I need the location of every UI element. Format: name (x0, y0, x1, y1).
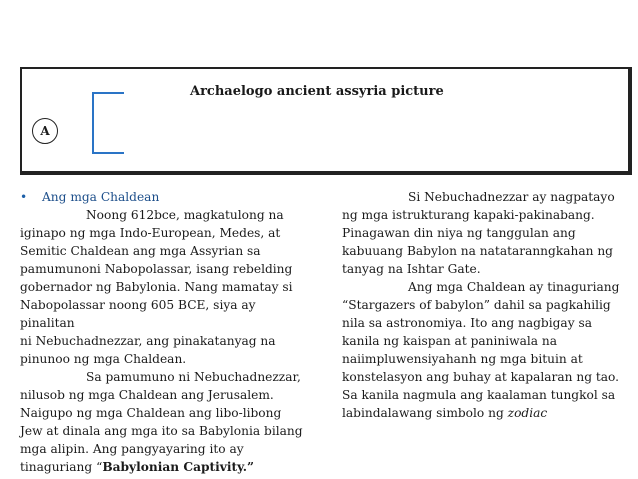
paragraph-line: gobernador ng Babylonia. Nang mamatay si (20, 280, 293, 294)
emphasis-text: zodiac (507, 406, 548, 420)
bracket-decoration (92, 92, 124, 154)
paragraph-line: Si Nebuchadnezzar ay nagpatayo (408, 190, 615, 204)
paragraph-line: Semitic Chaldean ang mga Assyrian sa (20, 244, 261, 258)
paragraph-line: kanila ng kaispan at paniniwala na (342, 334, 558, 348)
paragraph-line: Ang mga Chaldean ay tinaguriang (408, 280, 620, 294)
paragraph-line: Jew at dinala ang mga ito sa Babylonia bilang (20, 424, 303, 438)
right-column (342, 188, 632, 422)
last-line-prefix: tinaguriang “ (20, 460, 103, 474)
paragraph-line: Nabopolassar noong 605 BCE, siya ay pinalitan (20, 298, 256, 330)
paragraph-line: Noong 612bce, magkatulong na (86, 208, 284, 222)
paragraph-line: iginapo ng mga Indo-European, Medes, at (20, 226, 281, 240)
paragraph-line: Pinagawan din niya ng tanggulan ang (342, 226, 576, 240)
bullet-icon: • (20, 190, 28, 204)
left-column (20, 188, 310, 476)
section-heading: Ang mga Chaldean (42, 190, 160, 204)
paragraph-last-line (20, 458, 310, 476)
paragraph-line: tanyag na Ishtar Gate. (342, 262, 481, 276)
emphasis-text: Babylonian Captivity.” (102, 460, 255, 474)
left-heading-line (20, 188, 310, 206)
paragraph-line: ng mga istrukturang kapaki-pakinabang. (342, 208, 595, 222)
paragraph-line: konstelasyon ang buhay at kapalaran ng tao. (342, 370, 620, 384)
badge-a: A (32, 118, 58, 144)
paragraph-line: naiimpluwensiyahanh ng mga bituin at (342, 352, 583, 366)
paragraph-line: mga alipin. Ang pangyayaring ito ay (20, 442, 244, 456)
paragraph-last-line (342, 404, 632, 422)
paragraph-line: nila sa astronomiya. Ito ang nagbigay sa (342, 316, 592, 330)
paragraph-line: Sa kanila nagmula ang kaalaman tungkol sa (342, 388, 616, 402)
paragraph-line: ni Nebuchadnezzar, ang pinakatanyag na (20, 334, 276, 348)
paragraph-line: nilusob ng mga Chaldean ang Jerusalem. (20, 388, 274, 402)
paragraph-line: Sa pamumuno ni Nebuchadnezzar, (86, 370, 301, 384)
paragraph-line: kabuuang Babylon na natataranngkahan ng (342, 244, 613, 258)
box-title: Archaelogo ancient assyria picture (190, 84, 444, 99)
paragraph-line: “Stargazers of babylon” dahil sa pagkahilig (342, 298, 611, 312)
paragraph-line: pinunoo ng mga Chaldean. (20, 352, 187, 366)
paragraph-line: pamumunoni Nabopolassar, isang rebelding (20, 262, 293, 276)
last-line-prefix: labindalawang simbolo ng (342, 406, 508, 420)
paragraph-line: Naigupo ng mga Chaldean ang libo-libong (20, 406, 282, 420)
